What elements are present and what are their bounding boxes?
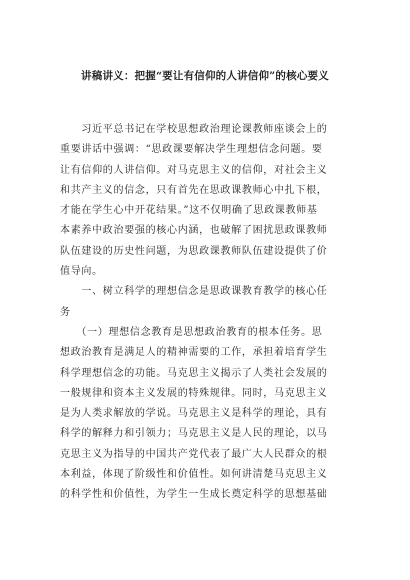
paragraph-line: 是为人类求解放的学说。马克思主义是科学的理论，具有: [60, 408, 328, 420]
document-title: 讲稿讲义：把握“要让有信仰的人讲信仰”的核心要义: [81, 70, 329, 82]
paragraph-line: 想政治教育是满足人的精神需要的工作，承担着培育学生: [60, 347, 328, 359]
paragraph-line: 克思主义为指导的中国共产党代表了最广大人民群众的根: [60, 448, 328, 460]
section-heading-line: 一、树立科学的理想信念是思政课教育教学的核心任: [60, 286, 328, 298]
paragraph-line: 科学的解释力和引领力；马克思主义是人民的理论，以马: [60, 428, 328, 440]
paragraph-line: 科学理想信念的功能。马克思主义揭示了人类社会发展的: [60, 367, 328, 379]
paragraph-line: 值导向。: [60, 266, 103, 278]
document-body: [60, 120, 354, 506]
paragraph-line: 重要讲话中强调：“思政课要解决学生理想信念问题。要: [60, 144, 323, 156]
paragraph-line: 习近平总书记在学校思想政治理论课教师座谈会上的: [60, 124, 328, 135]
paragraph-line: 本利益，体现了阶级性和价值性。如何讲清楚马克思主义: [60, 469, 328, 481]
paragraph-line: 让有信仰的人讲信仰。对马克思主义的信仰，对社会主义: [60, 164, 328, 176]
paragraph-line: 和共产主义的信念，只有首先在思政课教师心中扎下根，: [60, 184, 328, 196]
paragraph-line: 本素养中政治要强的核心内涵，也破解了困扰思政课教师: [60, 225, 328, 237]
paragraph-line: 的科学性和价值性，为学生一生成长奠定科学的思想基础: [60, 489, 328, 501]
paragraph-line: 队伍建设的历史性问题，为思政课教师队伍建设提供了价: [60, 245, 328, 257]
paragraph-line: （一）理想信念教育是思想政治教育的根本任务。思: [60, 326, 323, 338]
paragraph-line: 一般规律和资本主义发展的特殊规律。同时，马克思主义: [60, 387, 328, 399]
section-heading-line: 务: [60, 306, 71, 318]
paragraph-line: 才能在学生心中开花结果。”这不仅明确了思政课教师基: [60, 205, 318, 217]
